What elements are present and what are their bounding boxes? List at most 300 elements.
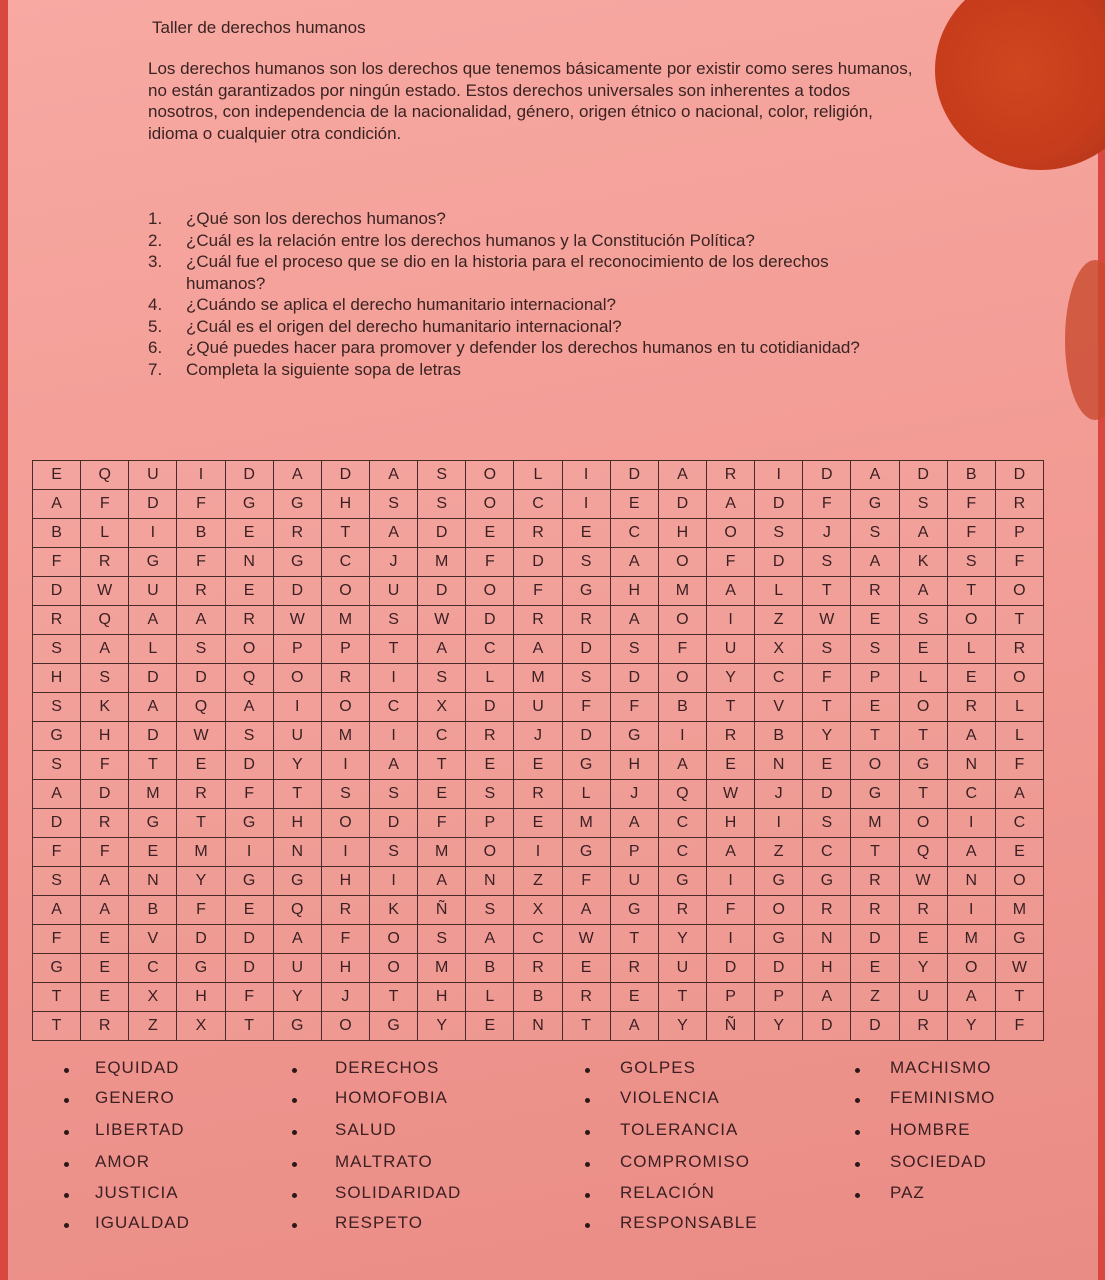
- grid-cell[interactable]: F: [177, 490, 225, 519]
- grid-cell[interactable]: A: [610, 548, 658, 577]
- grid-cell[interactable]: L: [129, 635, 177, 664]
- grid-cell[interactable]: W: [81, 577, 129, 606]
- grid-cell[interactable]: L: [514, 461, 562, 490]
- grid-cell[interactable]: R: [562, 983, 610, 1012]
- grid-cell[interactable]: A: [803, 983, 851, 1012]
- grid-cell[interactable]: R: [706, 461, 754, 490]
- grid-cell[interactable]: S: [33, 867, 81, 896]
- grid-cell[interactable]: H: [803, 954, 851, 983]
- grid-cell[interactable]: D: [225, 751, 273, 780]
- grid-cell[interactable]: H: [273, 809, 321, 838]
- grid-cell[interactable]: A: [658, 751, 706, 780]
- grid-cell[interactable]: G: [129, 548, 177, 577]
- grid-cell[interactable]: F: [562, 867, 610, 896]
- grid-cell[interactable]: Y: [947, 1012, 995, 1041]
- grid-cell[interactable]: G: [562, 751, 610, 780]
- grid-cell[interactable]: X: [177, 1012, 225, 1041]
- grid-cell[interactable]: E: [466, 1012, 514, 1041]
- grid-cell[interactable]: E: [418, 780, 466, 809]
- grid-cell[interactable]: W: [562, 925, 610, 954]
- grid-cell[interactable]: R: [803, 896, 851, 925]
- grid-cell[interactable]: Z: [851, 983, 899, 1012]
- grid-cell[interactable]: Y: [706, 664, 754, 693]
- grid-cell[interactable]: T: [321, 519, 369, 548]
- grid-cell[interactable]: L: [947, 635, 995, 664]
- grid-cell[interactable]: C: [658, 809, 706, 838]
- grid-cell[interactable]: E: [803, 751, 851, 780]
- grid-cell[interactable]: Z: [514, 867, 562, 896]
- grid-cell[interactable]: E: [706, 751, 754, 780]
- grid-cell[interactable]: Q: [225, 664, 273, 693]
- grid-cell[interactable]: D: [33, 809, 81, 838]
- grid-cell[interactable]: Y: [755, 1012, 803, 1041]
- grid-cell[interactable]: R: [321, 664, 369, 693]
- grid-cell[interactable]: A: [514, 635, 562, 664]
- grid-cell[interactable]: D: [81, 780, 129, 809]
- grid-cell[interactable]: A: [947, 983, 995, 1012]
- grid-cell[interactable]: R: [225, 606, 273, 635]
- grid-cell[interactable]: D: [129, 490, 177, 519]
- grid-cell[interactable]: O: [369, 954, 417, 983]
- grid-cell[interactable]: D: [514, 548, 562, 577]
- grid-cell[interactable]: C: [514, 490, 562, 519]
- grid-cell[interactable]: G: [562, 838, 610, 867]
- grid-cell[interactable]: E: [899, 925, 947, 954]
- grid-cell[interactable]: R: [514, 519, 562, 548]
- grid-cell[interactable]: R: [851, 867, 899, 896]
- grid-cell[interactable]: S: [81, 664, 129, 693]
- grid-cell[interactable]: G: [899, 751, 947, 780]
- grid-cell[interactable]: O: [321, 693, 369, 722]
- grid-cell[interactable]: J: [755, 780, 803, 809]
- grid-cell[interactable]: P: [321, 635, 369, 664]
- grid-cell[interactable]: I: [177, 461, 225, 490]
- grid-cell[interactable]: F: [947, 519, 995, 548]
- grid-cell[interactable]: R: [899, 1012, 947, 1041]
- grid-cell[interactable]: R: [658, 896, 706, 925]
- grid-cell[interactable]: C: [610, 519, 658, 548]
- grid-cell[interactable]: T: [610, 925, 658, 954]
- grid-cell[interactable]: H: [321, 954, 369, 983]
- grid-cell[interactable]: Q: [177, 693, 225, 722]
- grid-cell[interactable]: T: [658, 983, 706, 1012]
- grid-cell[interactable]: F: [995, 1012, 1043, 1041]
- grid-cell[interactable]: O: [995, 664, 1043, 693]
- grid-cell[interactable]: E: [851, 954, 899, 983]
- grid-cell[interactable]: W: [177, 722, 225, 751]
- grid-cell[interactable]: J: [610, 780, 658, 809]
- grid-cell[interactable]: I: [706, 606, 754, 635]
- grid-cell[interactable]: E: [81, 983, 129, 1012]
- grid-cell[interactable]: A: [562, 896, 610, 925]
- grid-cell[interactable]: R: [514, 954, 562, 983]
- grid-cell[interactable]: I: [321, 751, 369, 780]
- grid-cell[interactable]: T: [33, 1012, 81, 1041]
- grid-cell[interactable]: L: [562, 780, 610, 809]
- grid-cell[interactable]: S: [418, 664, 466, 693]
- grid-cell[interactable]: E: [225, 896, 273, 925]
- grid-cell[interactable]: U: [273, 722, 321, 751]
- grid-cell[interactable]: E: [466, 519, 514, 548]
- grid-cell[interactable]: I: [273, 693, 321, 722]
- grid-cell[interactable]: F: [514, 577, 562, 606]
- grid-cell[interactable]: A: [81, 867, 129, 896]
- grid-cell[interactable]: V: [129, 925, 177, 954]
- grid-cell[interactable]: J: [321, 983, 369, 1012]
- grid-cell[interactable]: C: [947, 780, 995, 809]
- grid-cell[interactable]: G: [225, 809, 273, 838]
- grid-cell[interactable]: J: [803, 519, 851, 548]
- grid-cell[interactable]: R: [81, 809, 129, 838]
- grid-cell[interactable]: Ñ: [418, 896, 466, 925]
- grid-cell[interactable]: E: [947, 664, 995, 693]
- grid-cell[interactable]: A: [273, 461, 321, 490]
- grid-cell[interactable]: O: [225, 635, 273, 664]
- grid-cell[interactable]: I: [369, 722, 417, 751]
- grid-cell[interactable]: W: [995, 954, 1043, 983]
- grid-cell[interactable]: O: [273, 664, 321, 693]
- grid-cell[interactable]: E: [81, 954, 129, 983]
- grid-cell[interactable]: B: [947, 461, 995, 490]
- grid-cell[interactable]: E: [851, 693, 899, 722]
- grid-cell[interactable]: V: [755, 693, 803, 722]
- grid-cell[interactable]: A: [129, 606, 177, 635]
- grid-cell[interactable]: G: [273, 1012, 321, 1041]
- grid-cell[interactable]: E: [225, 577, 273, 606]
- grid-cell[interactable]: U: [899, 983, 947, 1012]
- grid-cell[interactable]: C: [369, 693, 417, 722]
- grid-cell[interactable]: A: [995, 780, 1043, 809]
- grid-cell[interactable]: O: [466, 461, 514, 490]
- grid-cell[interactable]: H: [418, 983, 466, 1012]
- grid-cell[interactable]: D: [610, 664, 658, 693]
- grid-cell[interactable]: S: [947, 548, 995, 577]
- grid-cell[interactable]: I: [321, 838, 369, 867]
- grid-cell[interactable]: M: [658, 577, 706, 606]
- grid-cell[interactable]: H: [177, 983, 225, 1012]
- grid-cell[interactable]: F: [562, 693, 610, 722]
- grid-cell[interactable]: N: [129, 867, 177, 896]
- grid-cell[interactable]: N: [466, 867, 514, 896]
- grid-cell[interactable]: I: [755, 461, 803, 490]
- grid-cell[interactable]: O: [466, 838, 514, 867]
- grid-cell[interactable]: S: [803, 635, 851, 664]
- grid-cell[interactable]: G: [995, 925, 1043, 954]
- grid-cell[interactable]: A: [33, 490, 81, 519]
- grid-cell[interactable]: F: [177, 548, 225, 577]
- grid-cell[interactable]: S: [369, 780, 417, 809]
- grid-cell[interactable]: Q: [81, 461, 129, 490]
- grid-cell[interactable]: C: [755, 664, 803, 693]
- grid-cell[interactable]: U: [369, 577, 417, 606]
- grid-cell[interactable]: R: [81, 548, 129, 577]
- grid-cell[interactable]: F: [947, 490, 995, 519]
- grid-cell[interactable]: S: [177, 635, 225, 664]
- grid-cell[interactable]: D: [755, 548, 803, 577]
- grid-cell[interactable]: O: [899, 693, 947, 722]
- grid-cell[interactable]: F: [177, 896, 225, 925]
- grid-cell[interactable]: O: [466, 577, 514, 606]
- grid-cell[interactable]: R: [321, 896, 369, 925]
- grid-cell[interactable]: B: [177, 519, 225, 548]
- grid-cell[interactable]: O: [658, 548, 706, 577]
- grid-cell[interactable]: W: [418, 606, 466, 635]
- grid-cell[interactable]: M: [851, 809, 899, 838]
- grid-cell[interactable]: E: [610, 490, 658, 519]
- grid-cell[interactable]: Q: [658, 780, 706, 809]
- grid-cell[interactable]: A: [610, 1012, 658, 1041]
- grid-cell[interactable]: E: [129, 838, 177, 867]
- grid-cell[interactable]: S: [33, 693, 81, 722]
- grid-cell[interactable]: F: [706, 896, 754, 925]
- grid-cell[interactable]: B: [129, 896, 177, 925]
- grid-cell[interactable]: T: [369, 983, 417, 1012]
- grid-cell[interactable]: S: [321, 780, 369, 809]
- grid-cell[interactable]: A: [81, 635, 129, 664]
- grid-cell[interactable]: S: [755, 519, 803, 548]
- grid-cell[interactable]: Y: [177, 867, 225, 896]
- grid-cell[interactable]: W: [803, 606, 851, 635]
- grid-cell[interactable]: T: [33, 983, 81, 1012]
- grid-cell[interactable]: D: [225, 925, 273, 954]
- grid-cell[interactable]: M: [995, 896, 1043, 925]
- grid-cell[interactable]: E: [33, 461, 81, 490]
- grid-cell[interactable]: H: [610, 577, 658, 606]
- grid-cell[interactable]: P: [851, 664, 899, 693]
- grid-cell[interactable]: J: [514, 722, 562, 751]
- grid-cell[interactable]: G: [33, 954, 81, 983]
- grid-cell[interactable]: Y: [273, 983, 321, 1012]
- grid-cell[interactable]: T: [562, 1012, 610, 1041]
- grid-cell[interactable]: A: [851, 461, 899, 490]
- grid-cell[interactable]: Y: [899, 954, 947, 983]
- grid-cell[interactable]: B: [658, 693, 706, 722]
- grid-cell[interactable]: E: [466, 751, 514, 780]
- grid-cell[interactable]: R: [514, 606, 562, 635]
- grid-cell[interactable]: Q: [273, 896, 321, 925]
- grid-cell[interactable]: D: [803, 1012, 851, 1041]
- grid-cell[interactable]: D: [33, 577, 81, 606]
- grid-cell[interactable]: B: [514, 983, 562, 1012]
- grid-cell[interactable]: K: [369, 896, 417, 925]
- grid-cell[interactable]: E: [995, 838, 1043, 867]
- grid-cell[interactable]: C: [466, 635, 514, 664]
- grid-cell[interactable]: T: [995, 606, 1043, 635]
- grid-cell[interactable]: R: [851, 577, 899, 606]
- grid-cell[interactable]: Y: [803, 722, 851, 751]
- grid-cell[interactable]: H: [321, 490, 369, 519]
- grid-cell[interactable]: F: [225, 983, 273, 1012]
- grid-cell[interactable]: F: [995, 548, 1043, 577]
- grid-cell[interactable]: O: [995, 867, 1043, 896]
- grid-cell[interactable]: W: [706, 780, 754, 809]
- grid-cell[interactable]: T: [803, 693, 851, 722]
- grid-cell[interactable]: C: [418, 722, 466, 751]
- grid-cell[interactable]: G: [273, 490, 321, 519]
- grid-cell[interactable]: A: [610, 809, 658, 838]
- grid-cell[interactable]: B: [755, 722, 803, 751]
- grid-cell[interactable]: N: [803, 925, 851, 954]
- grid-cell[interactable]: G: [225, 867, 273, 896]
- grid-cell[interactable]: L: [995, 722, 1043, 751]
- grid-cell[interactable]: S: [466, 780, 514, 809]
- grid-cell[interactable]: D: [466, 606, 514, 635]
- grid-cell[interactable]: I: [225, 838, 273, 867]
- grid-cell[interactable]: O: [947, 606, 995, 635]
- grid-cell[interactable]: A: [899, 577, 947, 606]
- grid-cell[interactable]: X: [755, 635, 803, 664]
- grid-cell[interactable]: Z: [755, 838, 803, 867]
- grid-cell[interactable]: T: [947, 577, 995, 606]
- grid-cell[interactable]: A: [706, 577, 754, 606]
- grid-cell[interactable]: I: [369, 664, 417, 693]
- grid-cell[interactable]: F: [33, 838, 81, 867]
- grid-cell[interactable]: D: [177, 925, 225, 954]
- grid-cell[interactable]: F: [33, 925, 81, 954]
- grid-cell[interactable]: Y: [273, 751, 321, 780]
- grid-cell[interactable]: E: [562, 954, 610, 983]
- grid-cell[interactable]: C: [995, 809, 1043, 838]
- grid-cell[interactable]: E: [899, 635, 947, 664]
- grid-cell[interactable]: I: [706, 925, 754, 954]
- grid-cell[interactable]: D: [851, 925, 899, 954]
- grid-cell[interactable]: G: [273, 867, 321, 896]
- grid-cell[interactable]: L: [81, 519, 129, 548]
- grid-cell[interactable]: T: [803, 577, 851, 606]
- grid-cell[interactable]: R: [899, 896, 947, 925]
- grid-cell[interactable]: A: [706, 838, 754, 867]
- grid-cell[interactable]: E: [514, 751, 562, 780]
- grid-cell[interactable]: D: [418, 519, 466, 548]
- grid-cell[interactable]: O: [899, 809, 947, 838]
- grid-cell[interactable]: O: [706, 519, 754, 548]
- grid-cell[interactable]: D: [321, 461, 369, 490]
- grid-cell[interactable]: S: [803, 809, 851, 838]
- grid-cell[interactable]: A: [369, 461, 417, 490]
- grid-cell[interactable]: T: [899, 780, 947, 809]
- grid-cell[interactable]: R: [81, 1012, 129, 1041]
- grid-cell[interactable]: L: [755, 577, 803, 606]
- grid-cell[interactable]: A: [899, 519, 947, 548]
- grid-cell[interactable]: D: [273, 577, 321, 606]
- grid-cell[interactable]: G: [369, 1012, 417, 1041]
- grid-cell[interactable]: A: [369, 751, 417, 780]
- grid-cell[interactable]: N: [947, 751, 995, 780]
- grid-cell[interactable]: U: [273, 954, 321, 983]
- grid-cell[interactable]: S: [418, 925, 466, 954]
- grid-cell[interactable]: B: [33, 519, 81, 548]
- grid-cell[interactable]: U: [129, 461, 177, 490]
- grid-cell[interactable]: C: [514, 925, 562, 954]
- grid-cell[interactable]: R: [514, 780, 562, 809]
- grid-cell[interactable]: C: [321, 548, 369, 577]
- grid-cell[interactable]: M: [514, 664, 562, 693]
- grid-cell[interactable]: A: [706, 490, 754, 519]
- grid-cell[interactable]: X: [418, 693, 466, 722]
- grid-cell[interactable]: R: [273, 519, 321, 548]
- grid-cell[interactable]: S: [562, 664, 610, 693]
- grid-cell[interactable]: L: [899, 664, 947, 693]
- grid-cell[interactable]: I: [947, 809, 995, 838]
- grid-cell[interactable]: U: [514, 693, 562, 722]
- grid-cell[interactable]: D: [466, 693, 514, 722]
- grid-cell[interactable]: W: [273, 606, 321, 635]
- grid-cell[interactable]: D: [706, 954, 754, 983]
- grid-cell[interactable]: D: [562, 722, 610, 751]
- grid-cell[interactable]: L: [995, 693, 1043, 722]
- grid-cell[interactable]: M: [177, 838, 225, 867]
- grid-cell[interactable]: Y: [418, 1012, 466, 1041]
- grid-cell[interactable]: K: [81, 693, 129, 722]
- grid-cell[interactable]: Z: [755, 606, 803, 635]
- grid-cell[interactable]: G: [33, 722, 81, 751]
- grid-cell[interactable]: S: [899, 490, 947, 519]
- grid-cell[interactable]: T: [129, 751, 177, 780]
- grid-cell[interactable]: F: [466, 548, 514, 577]
- grid-cell[interactable]: D: [369, 809, 417, 838]
- grid-cell[interactable]: T: [706, 693, 754, 722]
- grid-cell[interactable]: F: [418, 809, 466, 838]
- grid-cell[interactable]: D: [755, 954, 803, 983]
- grid-cell[interactable]: O: [321, 809, 369, 838]
- grid-cell[interactable]: C: [803, 838, 851, 867]
- grid-cell[interactable]: D: [803, 780, 851, 809]
- grid-cell[interactable]: R: [177, 577, 225, 606]
- grid-cell[interactable]: W: [899, 867, 947, 896]
- grid-cell[interactable]: F: [33, 548, 81, 577]
- grid-cell[interactable]: S: [803, 548, 851, 577]
- grid-cell[interactable]: E: [610, 983, 658, 1012]
- grid-cell[interactable]: E: [851, 606, 899, 635]
- grid-cell[interactable]: F: [81, 490, 129, 519]
- grid-cell[interactable]: E: [225, 519, 273, 548]
- grid-cell[interactable]: I: [706, 867, 754, 896]
- grid-cell[interactable]: S: [418, 461, 466, 490]
- grid-cell[interactable]: T: [995, 983, 1043, 1012]
- grid-cell[interactable]: F: [658, 635, 706, 664]
- grid-cell[interactable]: O: [321, 1012, 369, 1041]
- grid-cell[interactable]: M: [418, 838, 466, 867]
- grid-cell[interactable]: S: [562, 548, 610, 577]
- grid-cell[interactable]: T: [418, 751, 466, 780]
- grid-cell[interactable]: G: [129, 809, 177, 838]
- grid-cell[interactable]: O: [947, 954, 995, 983]
- grid-cell[interactable]: G: [225, 490, 273, 519]
- grid-cell[interactable]: U: [129, 577, 177, 606]
- grid-cell[interactable]: G: [273, 548, 321, 577]
- grid-cell[interactable]: S: [466, 896, 514, 925]
- grid-cell[interactable]: G: [658, 867, 706, 896]
- grid-cell[interactable]: I: [129, 519, 177, 548]
- grid-cell[interactable]: A: [418, 635, 466, 664]
- grid-cell[interactable]: Q: [899, 838, 947, 867]
- grid-cell[interactable]: D: [225, 954, 273, 983]
- grid-cell[interactable]: I: [369, 867, 417, 896]
- grid-cell[interactable]: M: [418, 548, 466, 577]
- grid-cell[interactable]: M: [562, 809, 610, 838]
- grid-cell[interactable]: A: [177, 606, 225, 635]
- grid-cell[interactable]: D: [129, 664, 177, 693]
- grid-cell[interactable]: A: [610, 606, 658, 635]
- grid-cell[interactable]: O: [995, 577, 1043, 606]
- grid-cell[interactable]: S: [369, 606, 417, 635]
- grid-cell[interactable]: A: [273, 925, 321, 954]
- grid-cell[interactable]: A: [851, 548, 899, 577]
- grid-cell[interactable]: O: [658, 664, 706, 693]
- grid-cell[interactable]: T: [273, 780, 321, 809]
- grid-cell[interactable]: U: [706, 635, 754, 664]
- grid-cell[interactable]: F: [995, 751, 1043, 780]
